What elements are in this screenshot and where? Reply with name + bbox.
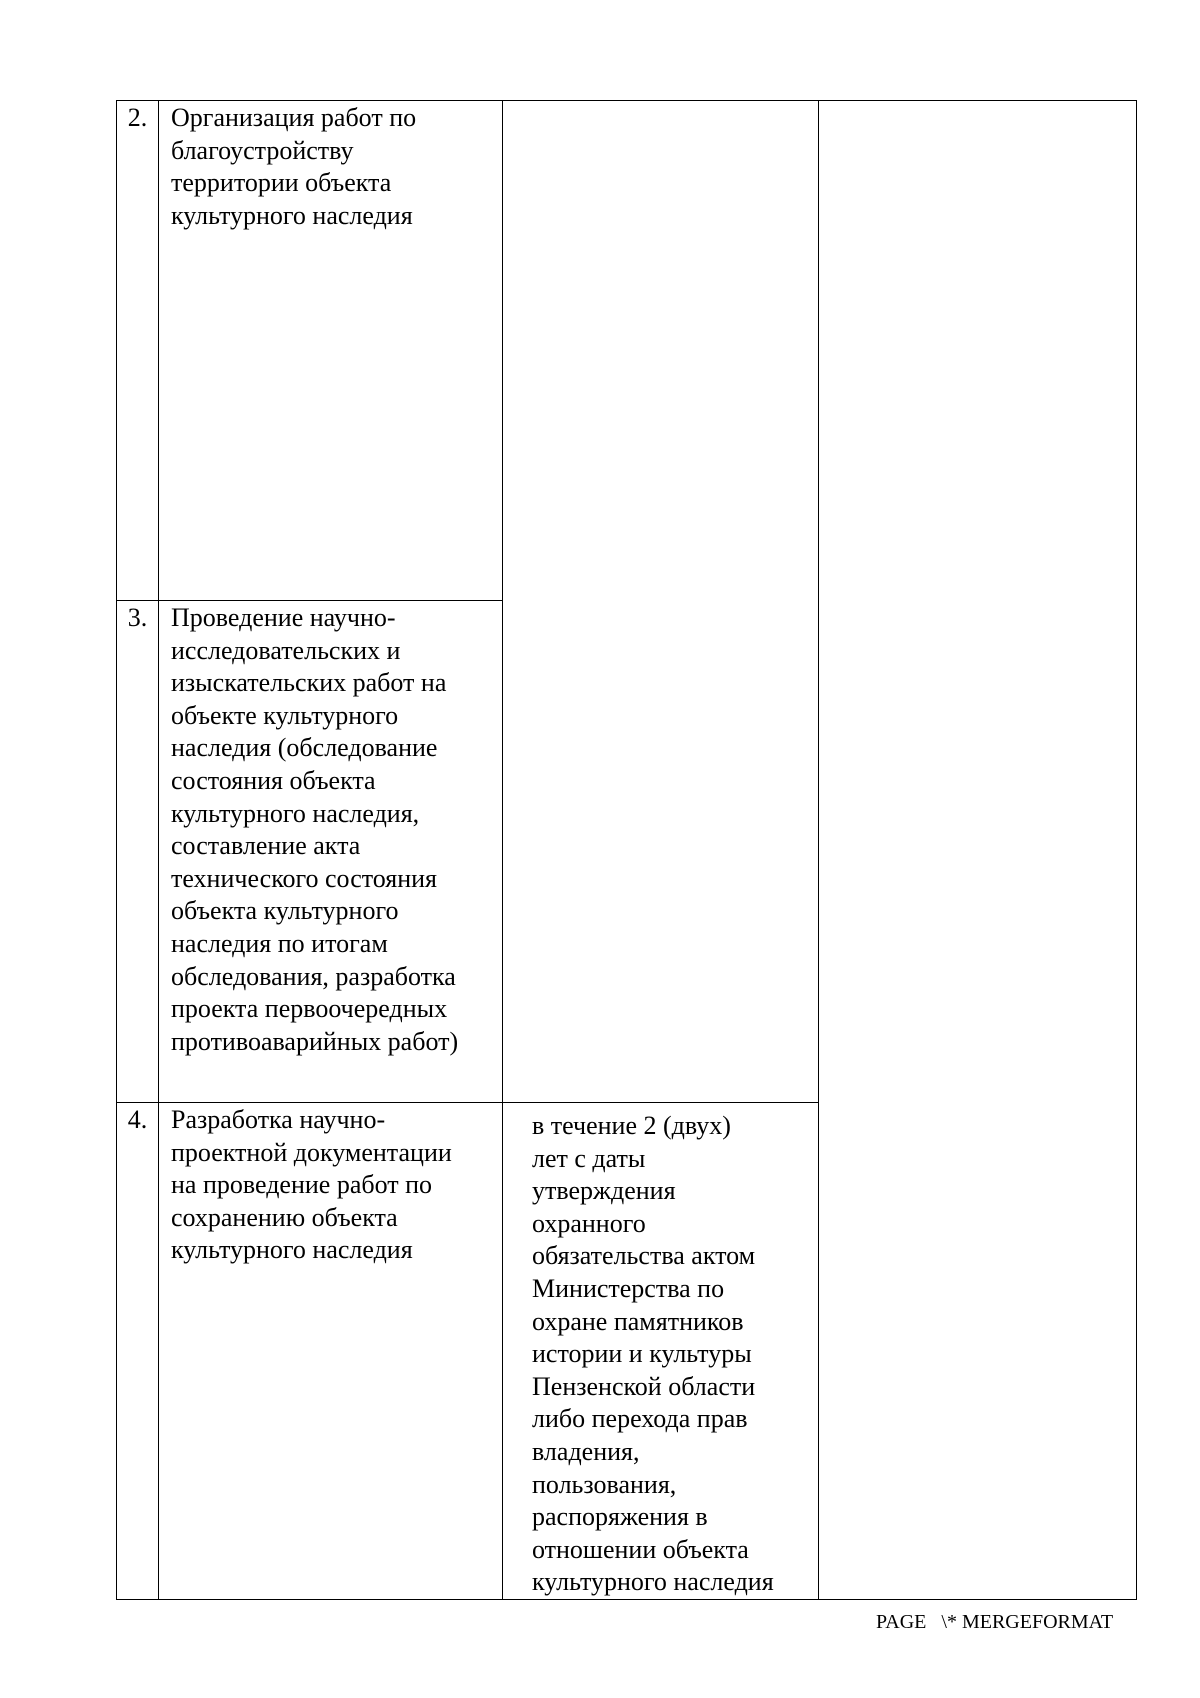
note-cell-merged bbox=[819, 101, 1137, 1600]
row-number-cell bbox=[117, 101, 159, 601]
work-description: Проведение научно- исследовательских и изыскательских работ на объекте культурного наследия (обследование состояния объекта культурного наследия, составление акта технического состояния объекта культурного наследия по итогам обследования, разработка проекта первоочередных противоаварийных работ) bbox=[171, 603, 459, 1056]
row-number: 2. bbox=[127, 103, 148, 132]
work-description: Организация работ по благоустройству территории объекта культурного наследия bbox=[171, 103, 417, 230]
work-description: Разработка научно- проектной документации на проведение работ по сохранению объекта культурного наследия bbox=[171, 1105, 452, 1265]
work-description-cell bbox=[159, 101, 503, 601]
row-number: 3. bbox=[127, 603, 148, 632]
term-cell bbox=[503, 1103, 819, 1600]
term-cell-merged bbox=[503, 101, 819, 1103]
work-description-cell bbox=[159, 1103, 503, 1600]
term-text: в течение 2 (двух) лет с даты утверждения охранного обязательства актом Министерства по охране памятников истории и культуры Пензенской области либо перехода прав владения, пользования, распоряжения в отношении объекта культурного наследия bbox=[532, 1111, 774, 1597]
row-number-cell bbox=[117, 601, 159, 1103]
measures-table bbox=[116, 100, 1137, 1600]
work-description-cell bbox=[159, 601, 503, 1103]
page-footer-field: PAGE \* MERGEFORMAT bbox=[876, 1611, 1114, 1633]
table-row bbox=[117, 101, 1137, 601]
row-number: 4. bbox=[127, 1105, 148, 1134]
row-number-cell bbox=[117, 1103, 159, 1600]
